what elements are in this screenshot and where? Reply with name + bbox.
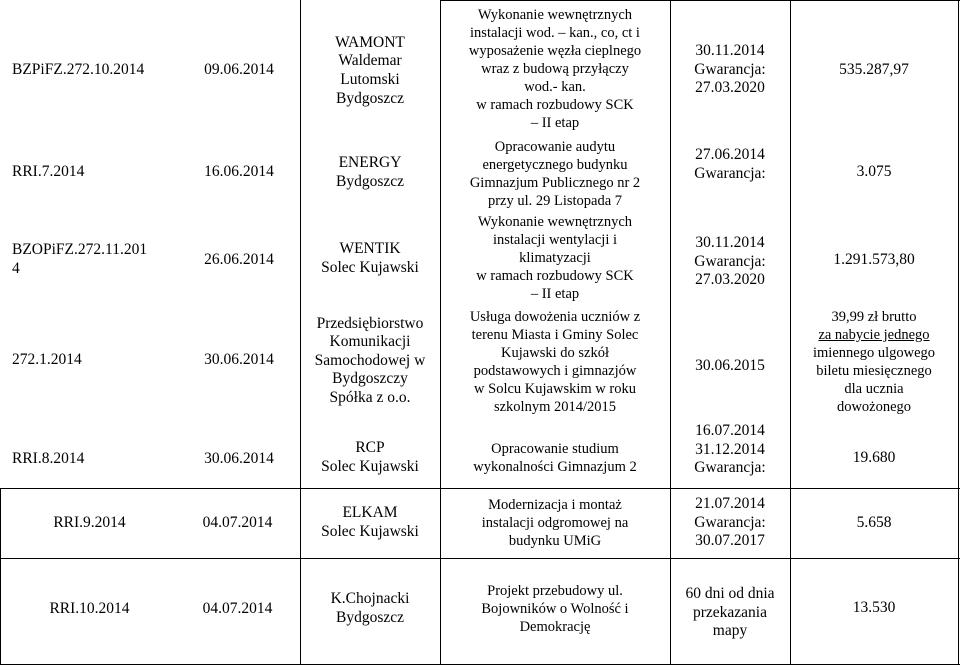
grid-line-top-right [440,0,960,1]
row3-amount: 1.291.573,80 [833,250,915,268]
row6-date: 04.07.2014 [202,513,273,531]
grid-line-row7-bottom [0,664,960,665]
row7-term: 60 dni od dnia przekazania mapy [685,585,775,640]
row5-term: 16.07.2014 31.12.2014 Gwarancja: [694,422,766,477]
row2-scope: Opracowanie audytu energetycznego budynku Gimnazjum Publicznego nr 2 przy ul. 29 Listopada 7 [469,139,641,209]
row5-date: 30.06.2014 [204,449,274,467]
row4-number: 272.1.2014 [12,350,82,368]
row6-amount: 5.658 [856,513,892,531]
row3-term: 30.11.2014 Gwarancja: 27.03.2020 [694,234,766,289]
row7-date: 04.07.2014 [202,599,273,617]
row6-term: 21.07.2014 Gwarancja: 30.07.2017 [694,495,766,550]
row7-scope: Projekt przebudowy ul. Bojowników o Wolność i Demokrację [481,583,629,635]
row4-date: 30.06.2014 [204,350,274,368]
row5-scope: Opracowanie studium wykonalności Gimnazjum 2 [473,441,637,475]
row7-amount: 13.530 [852,598,896,616]
row4-term: 30.06.2015 [695,356,765,374]
row2-amount: 3.075 [856,162,892,180]
row1-scope: Wykonanie wewnętrznych instalacji wod. – kan., co, ct i wyposażenie węzła cieplnego wraz z budową przyłączy wod.- kan. w ramach rozbudowy SCK – II etap [468,7,642,131]
row7-number: RRI.10.2014 [49,599,130,617]
row4-contractor: Przedsiębiorstwo Komunikacji Samochodowej w Bydgoszczy Spółka z o.o. [314,314,426,406]
row1-date: 09.06.2014 [204,60,274,78]
row3-scope: Wykonanie wewnętrznych instalacji wentylacji i klimatyzacji w ramach rozbudowy SCK – II etap [476,214,634,302]
row2-number: RRI.7.2014 [12,162,85,180]
row4-amount: 39,99 zł brutto za nabycie jednego imiennego ulgowego biletu miesięcznego dla ucznia dowożonego [812,309,936,415]
row4-scope: Usługa dowożenia uczniów z terenu Miasta i Gminy Solec Kujawski do szkół podstawowych i gimnazjów w Solcu Kujawskim w roku szkolnym 2014/2015 [469,309,641,415]
row5-amount: 19.680 [852,448,896,466]
grid-line-col5-right [958,0,959,664]
row3-date: 26.06.2014 [204,250,274,268]
row2-date: 16.06.2014 [204,162,274,180]
row2-term: 27.06.2014 Gwarancja: [694,146,766,182]
row1-contractor: WAMONT Waldemar Lutomski Bydgoszcz [335,33,405,107]
grid-line-row6-bottom [0,558,960,559]
row5-number: RRI.8.2014 [12,449,85,467]
row1-amount: 535.287,97 [839,60,909,78]
row1-number: BZPiFZ.272.10.2014 [12,60,145,78]
row2-contractor: ENERGY Bydgoszcz [335,154,404,190]
row5-contractor: RCP Solec Kujawski [321,439,419,475]
grid-line-row5-bottom [0,488,960,489]
grid-line-col0-left [0,488,1,664]
row1-term: 30.11.2014 Gwarancja: 27.03.2020 [694,42,766,97]
row6-contractor: ELKAM Solec Kujawski [321,504,419,540]
row6-scope: Modernizacja i montaż instalacji odgromowej na budynku UMiG [481,497,629,549]
row3-contractor: WENTIK Solec Kujawski [321,240,419,276]
row6-number: RRI.9.2014 [53,513,126,531]
row7-contractor: K.Chojnacki Bydgoszcz [330,590,410,626]
row3-number: BZOPiFZ.272.11.201 4 [12,241,148,277]
